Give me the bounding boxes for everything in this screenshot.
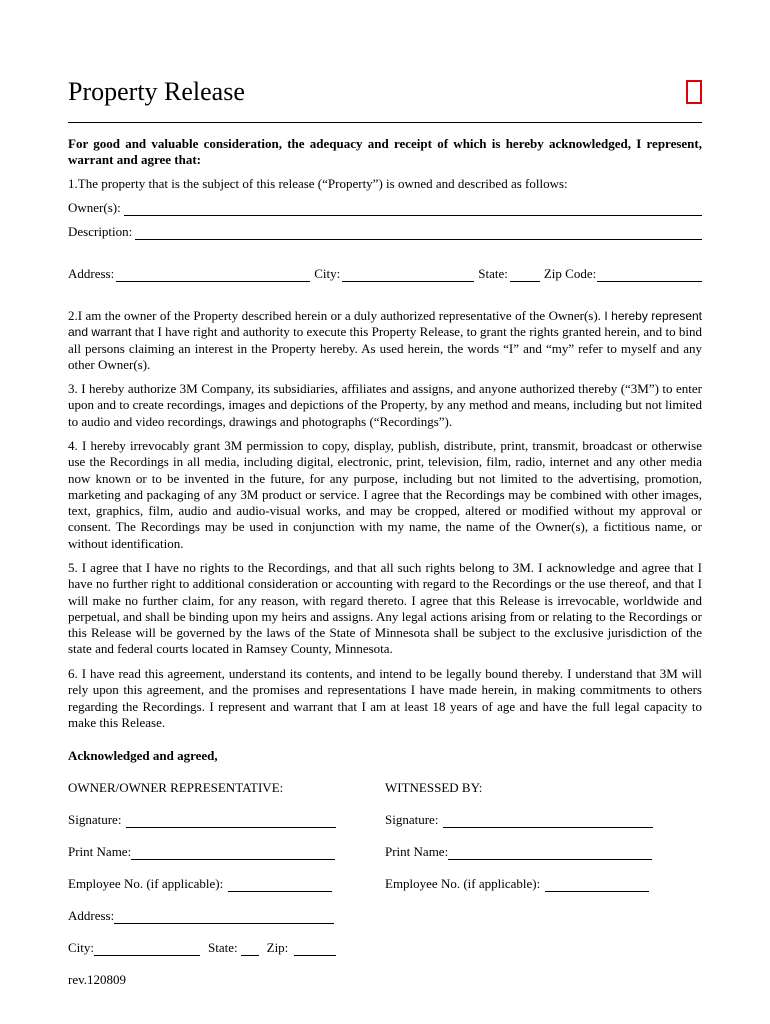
owner-signature-row — [68, 812, 340, 828]
witness-signature-line[interactable] — [443, 815, 653, 828]
acknowledged-heading: Acknowledged and agreed, — [68, 748, 218, 763]
owner-state-line[interactable] — [241, 943, 259, 956]
state-label: State: — [478, 266, 508, 281]
witness-print-name-label: Print Name: — [385, 844, 449, 859]
description-field-row — [68, 224, 702, 240]
owner-city-line[interactable] — [94, 943, 200, 956]
witness-print-name-line[interactable] — [448, 847, 652, 860]
paragraph-4: 4. I hereby irrevocably grant 3M permission to copy, display, publish, distribute, print, transmit, broadcast or otherwise use the Recordings in all media, including digital, electronic, print, television, film, radio, internet and any other media now known or to be invented in the future, for any purpose, including but not limited to the advertising, promotion, marketing and packaging of any 3M product or service. I agree that the Recordings may be combined with other images, text, graphics, film, audio and audio-visual works, and may be cropped, altered or modified without my approval or consent. The Recordings may be used in conjunction with my name, the name of the Owner(s), a fictitious name, or without identification. — [68, 438, 702, 551]
owner-zip-line[interactable] — [294, 943, 336, 956]
paragraph-6: 6. I have read this agreement, understand its contents, and intend to be legally bound thereby. I understand that 3M will rely upon this agreement, and the promises and representations I have made herein, in making commitments to others regarding the Recordings. I represent and warrant that I am at least 18 years of age and have the full legal capacity to make this Release. — [68, 666, 702, 730]
title-divider — [68, 122, 702, 123]
owner-print-name-label: Print Name: — [68, 844, 132, 859]
page-title: Property Release — [68, 77, 245, 106]
description-input-line[interactable] — [135, 227, 702, 240]
owner-representative-heading: OWNER/OWNER REPRESENTATIVE: — [68, 780, 284, 795]
owners-input-line[interactable] — [124, 203, 702, 216]
owner-address-row — [68, 908, 338, 924]
owner-print-name-row — [68, 844, 339, 860]
address-input-line[interactable] — [116, 269, 310, 282]
owner-city-label: City: — [68, 940, 95, 955]
paragraph-2-part-b: I hereby represent and warrant — [68, 309, 703, 340]
owner-city-state-zip-row — [68, 940, 340, 956]
owners-label: Owner(s): — [68, 200, 121, 215]
owner-employee-label: Employee No. (if applicable): — [68, 876, 224, 891]
witness-employee-row — [385, 876, 653, 892]
intro-paragraph: For good and valuable consideration, the adequacy and receipt of which is hereby acknowledged, I represent, warrant and agree that: — [68, 136, 702, 168]
owner-employee-row — [68, 876, 336, 892]
city-input-line[interactable] — [342, 269, 474, 282]
description-label: Description: — [68, 224, 133, 239]
brand-logo-icon — [686, 80, 702, 104]
zip-label: Zip Code: — [543, 266, 597, 281]
owner-employee-line[interactable] — [228, 879, 332, 892]
zip-input-line[interactable] — [597, 269, 702, 282]
address-label: Address: — [68, 266, 115, 281]
witnessed-by-heading: WITNESSED BY: — [385, 780, 483, 795]
address-field-row — [68, 266, 702, 282]
owner-signature-line[interactable] — [126, 815, 336, 828]
owners-field-row — [68, 200, 702, 216]
paragraph-1: 1.The property that is the subject of this release (“Property”) is owned and described as follows: — [68, 176, 568, 191]
owner-state-label: State: — [208, 940, 238, 955]
paragraph-5: 5. I agree that I have no rights to the Recordings, and that all such rights belong to 3M. I acknowledge and agree that I have no further right to additional consideration or accounting with regard to the Recordings or the use thereof, and that I will make no further claim, for any reason, with regard thereto. I agree that this Release is irrevocable, worldwide and perpetual, and shall be binding upon my heirs and assigns. Any legal actions arising from or relating to the Recordings or this Release will be governed by the laws of the State of Minnesota shall be subject to the exclusive jurisdiction of the state and federal courts located in Ramsey County, Minnesota. — [68, 560, 702, 657]
city-label: City: — [314, 266, 341, 281]
paragraph-2 — [68, 308, 702, 373]
witness-employee-label: Employee No. (if applicable): — [385, 876, 541, 891]
witness-signature-label: Signature: — [385, 812, 439, 827]
owner-address-label: Address: — [68, 908, 115, 923]
witness-print-name-row — [385, 844, 656, 860]
owner-signature-label: Signature: — [68, 812, 122, 827]
owner-zip-label: Zip: — [266, 940, 289, 955]
owner-address-line[interactable] — [114, 911, 334, 924]
revision-number: rev.120809 — [68, 972, 127, 987]
paragraph-2-part-a: 2.I am the owner of the Property described herein or a duly authorized representative of the Owner(s). — [68, 308, 601, 323]
state-input-line[interactable] — [510, 269, 540, 282]
witness-signature-row — [385, 812, 657, 828]
owner-print-name-line[interactable] — [131, 847, 335, 860]
witness-employee-line[interactable] — [545, 879, 649, 892]
paragraph-2-part-c: that I have right and authority to execute this Property Release, to grant the rights granted herein, and to bind all persons claiming an interest in the Property hereby. As used herein, the words “I” and “my” refer to myself and any other Owner(s). — [68, 324, 703, 372]
paragraph-3: 3. I hereby authorize 3M Company, its subsidiaries, affiliates and assigns, and anyone authorized thereby (“3M”) to enter upon and to create recordings, images and depictions of the Property, by any method and means, including but not limited to audio and video recordings, drawings and photographs (“Recordings”). — [68, 381, 702, 429]
